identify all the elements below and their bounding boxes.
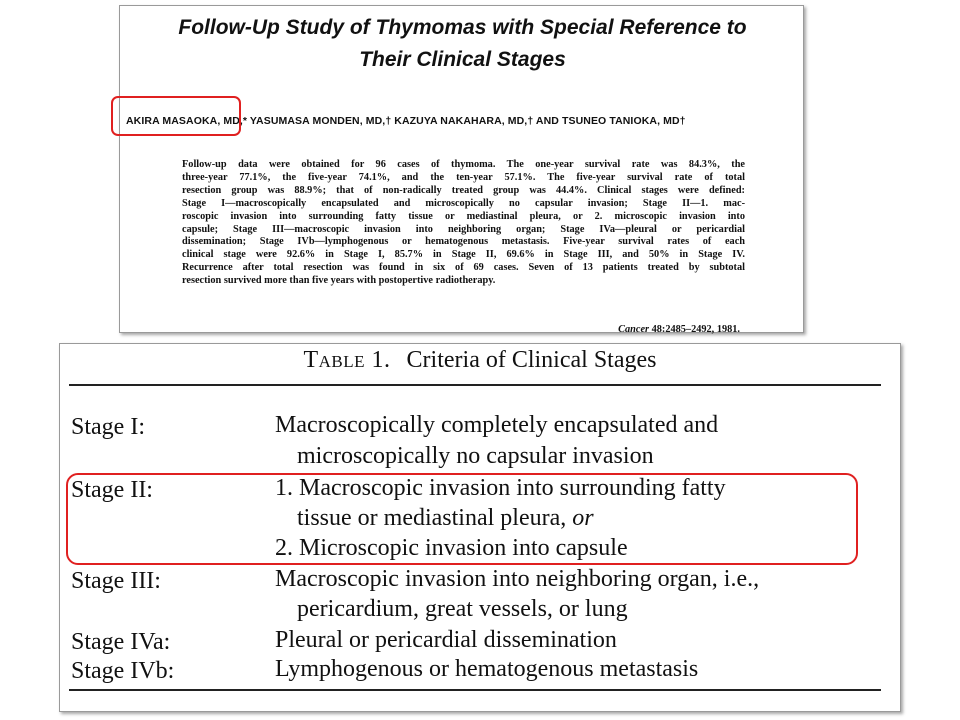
table-bottom-rule: [69, 689, 881, 691]
table-title: [0, 347, 960, 374]
stage-i-criteria-line-2: microscopically no capsular invasion: [297, 443, 654, 469]
citation: [120, 324, 740, 336]
stage-ii-highlight-box: [66, 473, 858, 565]
author-list: AKIRA MASAOKA, MD,* YASUMASA MONDEN, MD,† KAZUYA NAKAHARA, MD,† AND TSUNEO TANIOKA, MD†: [126, 115, 686, 127]
abstract-line: capsule; Stage III—macroscopic invasion into neighboring organ; Stage IVa—pleural or pericardial: [182, 223, 745, 235]
citation-reference: 48:2485–2492, 1981.: [651, 324, 740, 335]
abstract-line: resection group was 88.9%; that of non-radically treated group was 44.4%. Clinical stages were defined:: [182, 184, 745, 196]
stage-ii-criteria-line-2-text: tissue or mediastinal pleura,: [297, 505, 567, 531]
table-label: Table 1.: [303, 347, 391, 373]
abstract-line: Follow-up data were obtained for 96 cases of thymoma. The one-year survival rate was 84.3%, the: [182, 159, 745, 170]
stage-i-label: Stage I:: [71, 414, 145, 440]
stage-i-criteria-line-1: Macroscopically completely encapsulated and: [275, 412, 719, 438]
abstract-line: roscopic invasion into surrounding fatty tissue or mediastinal pleura, or 2. microscopic invasion into: [182, 210, 745, 222]
stage-iva-criteria: Pleural or pericardial dissemination: [275, 627, 617, 653]
stage-iii-criteria-line-2: pericardium, great vessels, or lung: [297, 596, 628, 622]
stage-ivb-criteria: Lymphogenous or hematogenous metastasis: [275, 656, 699, 682]
abstract-line: three-year 77.1%, the five-year 74.1%, and the ten-year 57.1%. The five-year survival rate of total: [182, 171, 745, 183]
paper-title-line-1: Follow-Up Study of Thymomas with Special Reference to: [178, 16, 747, 39]
paper-abstract-panel: [119, 5, 804, 333]
stage-iii-criteria-line-1: Macroscopic invasion into neighboring organ, i.e.,: [275, 566, 760, 592]
stage-ii-label: Stage II:: [71, 477, 153, 503]
stage-iva-label: Stage IVa:: [71, 629, 171, 655]
abstract-line: Stage I—macroscopically encapsulated and microscopically no capsular invasion; Stage II—1. mac-: [182, 197, 745, 209]
stage-ii-or: or: [572, 505, 594, 531]
stage-iii-label: Stage III:: [71, 568, 161, 594]
abstract-line: clinical stage were 92.6% in Stage I, 85.7% in Stage II, 69.6% in Stage III, and 50% in Stage IV.: [182, 249, 745, 261]
abstract-line: Recurrence after total resection was found in six of 69 cases. Seven of 13 patients treated by subtotal: [182, 262, 745, 274]
stage-ii-criteria-line-1: 1. Macroscopic invasion into surrounding fatty: [275, 475, 726, 501]
citation-journal: Cancer: [618, 324, 650, 335]
stage-ii-criteria-line-3: 2. Microscopic invasion into capsule: [275, 535, 628, 561]
abstract: [182, 159, 745, 288]
paper-title-line-2: Their Clinical Stages: [359, 48, 566, 71]
table-top-rule: [69, 384, 881, 386]
abstract-line: dissemination; Stage IVb—lymphogenous or hematogenous metastasis. Five-year survival rates of each: [182, 236, 745, 248]
abstract-line: resection survived more than five years with postopertive radiotherapy.: [182, 275, 496, 287]
author-highlight-box: [111, 96, 241, 136]
table-caption: Criteria of Clinical Stages: [406, 347, 657, 373]
stage-ivb-label: Stage IVb:: [71, 658, 175, 684]
